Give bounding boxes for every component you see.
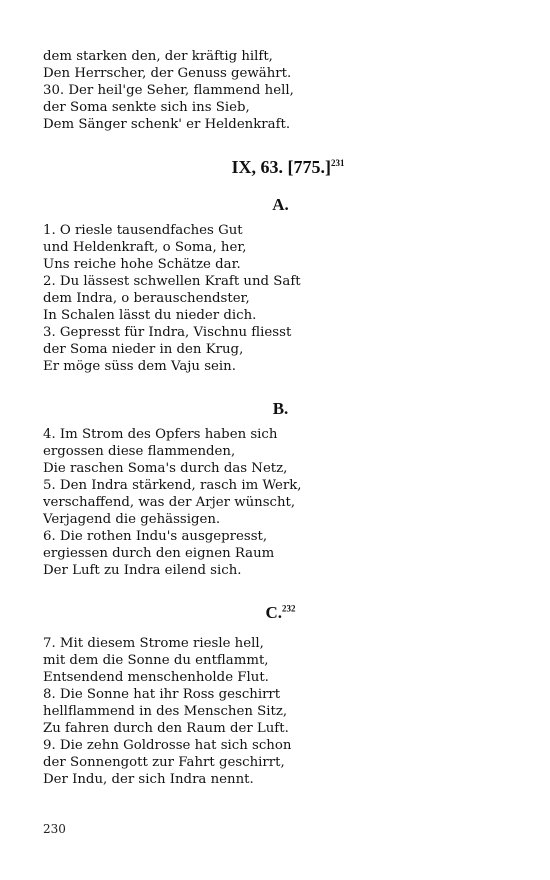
verse-line: Verjagend die gehässigen. [43,512,221,527]
verse-line: 3. Gepresst für Indra, Vischnu fliesst [43,325,292,340]
verse-line: Er möge süss dem Vaju sein. [43,359,236,374]
section-label: A. [272,195,289,214]
verse-line: Zu fahren durch den Raum der Luft. [43,721,289,736]
verse-line: und Heldenkraft, o Soma, her, [43,240,247,255]
verse-line: Den Herrscher, der Genuss gewährt. [43,66,292,81]
verse-line: Die raschen Soma's durch das Netz, [43,461,288,476]
verse-line: Uns reiche hohe Schätze dar. [43,257,241,272]
verse-line: dem Indra, o berauschendster, [43,291,250,306]
hymn-title-text: IX, 63. [775.] [231,157,331,177]
verse-line: Entsendend menschenholde Flut. [43,670,269,685]
hymn-title [43,157,513,177]
section-a-verses [43,222,513,375]
section-heading-b [43,399,513,419]
verse-line: der Soma senkte sich ins Sieb, [43,100,250,115]
verse-line: verschaffend, was der Arjer wünscht, [43,495,296,510]
verse-line: mit dem die Sonne du entflammt, [43,653,269,668]
section-heading-a [43,195,513,215]
verse-line: 30. Der heil'ge Seher, flammend hell, [43,83,294,98]
verse-line: 4. Im Strom des Opfers haben sich [43,427,278,442]
verse-line: Dem Sänger schenk' er Heldenkraft. [43,117,291,132]
verse-line: 5. Den Indra stärkend, rasch im Werk, [43,478,302,493]
verse-line: der Sonnengott zur Fahrt geschirrt, [43,755,285,770]
section-c-verses [43,635,513,788]
verse-line: Der Luft zu Indra eilend sich. [43,563,242,578]
verse-line: der Soma nieder in den Krug, [43,342,244,357]
verse-line: 9. Die zehn Goldrosse hat sich schon [43,738,292,753]
verse-line: Der Indu, der sich Indra nennt. [43,772,254,787]
verse-line: dem starken den, der kräftig hilft, [43,49,273,64]
intro-verses [43,48,513,133]
page-content [43,48,513,788]
verse-line: 2. Du lässest schwellen Kraft und Saft [43,274,301,289]
verse-line: ergossen diese flammenden, [43,444,236,459]
verse-line: In Schalen lässt du nieder dich. [43,308,257,323]
section-label: C. [265,603,283,622]
verse-line: ergiessen durch den eignen Raum [43,546,275,561]
section-label: B. [272,399,289,418]
verse-line: 6. Die rothen Indu's ausgepresst, [43,529,268,544]
section-b-verses [43,426,513,579]
page-number: 230 [43,822,66,836]
footnote-ref[interactable]: 231 [331,158,345,168]
verse-line: 1. O riesle tausendfaches Gut [43,223,243,238]
footnote-ref[interactable]: 232 [282,603,296,614]
verse-line: 7. Mit diesem Strome riesle hell, [43,636,264,651]
section-heading-c [43,603,513,623]
verse-line: hellflammend in des Menschen Sitz, [43,704,288,719]
verse-line: 8. Die Sonne hat ihr Ross geschirrt [43,687,281,702]
